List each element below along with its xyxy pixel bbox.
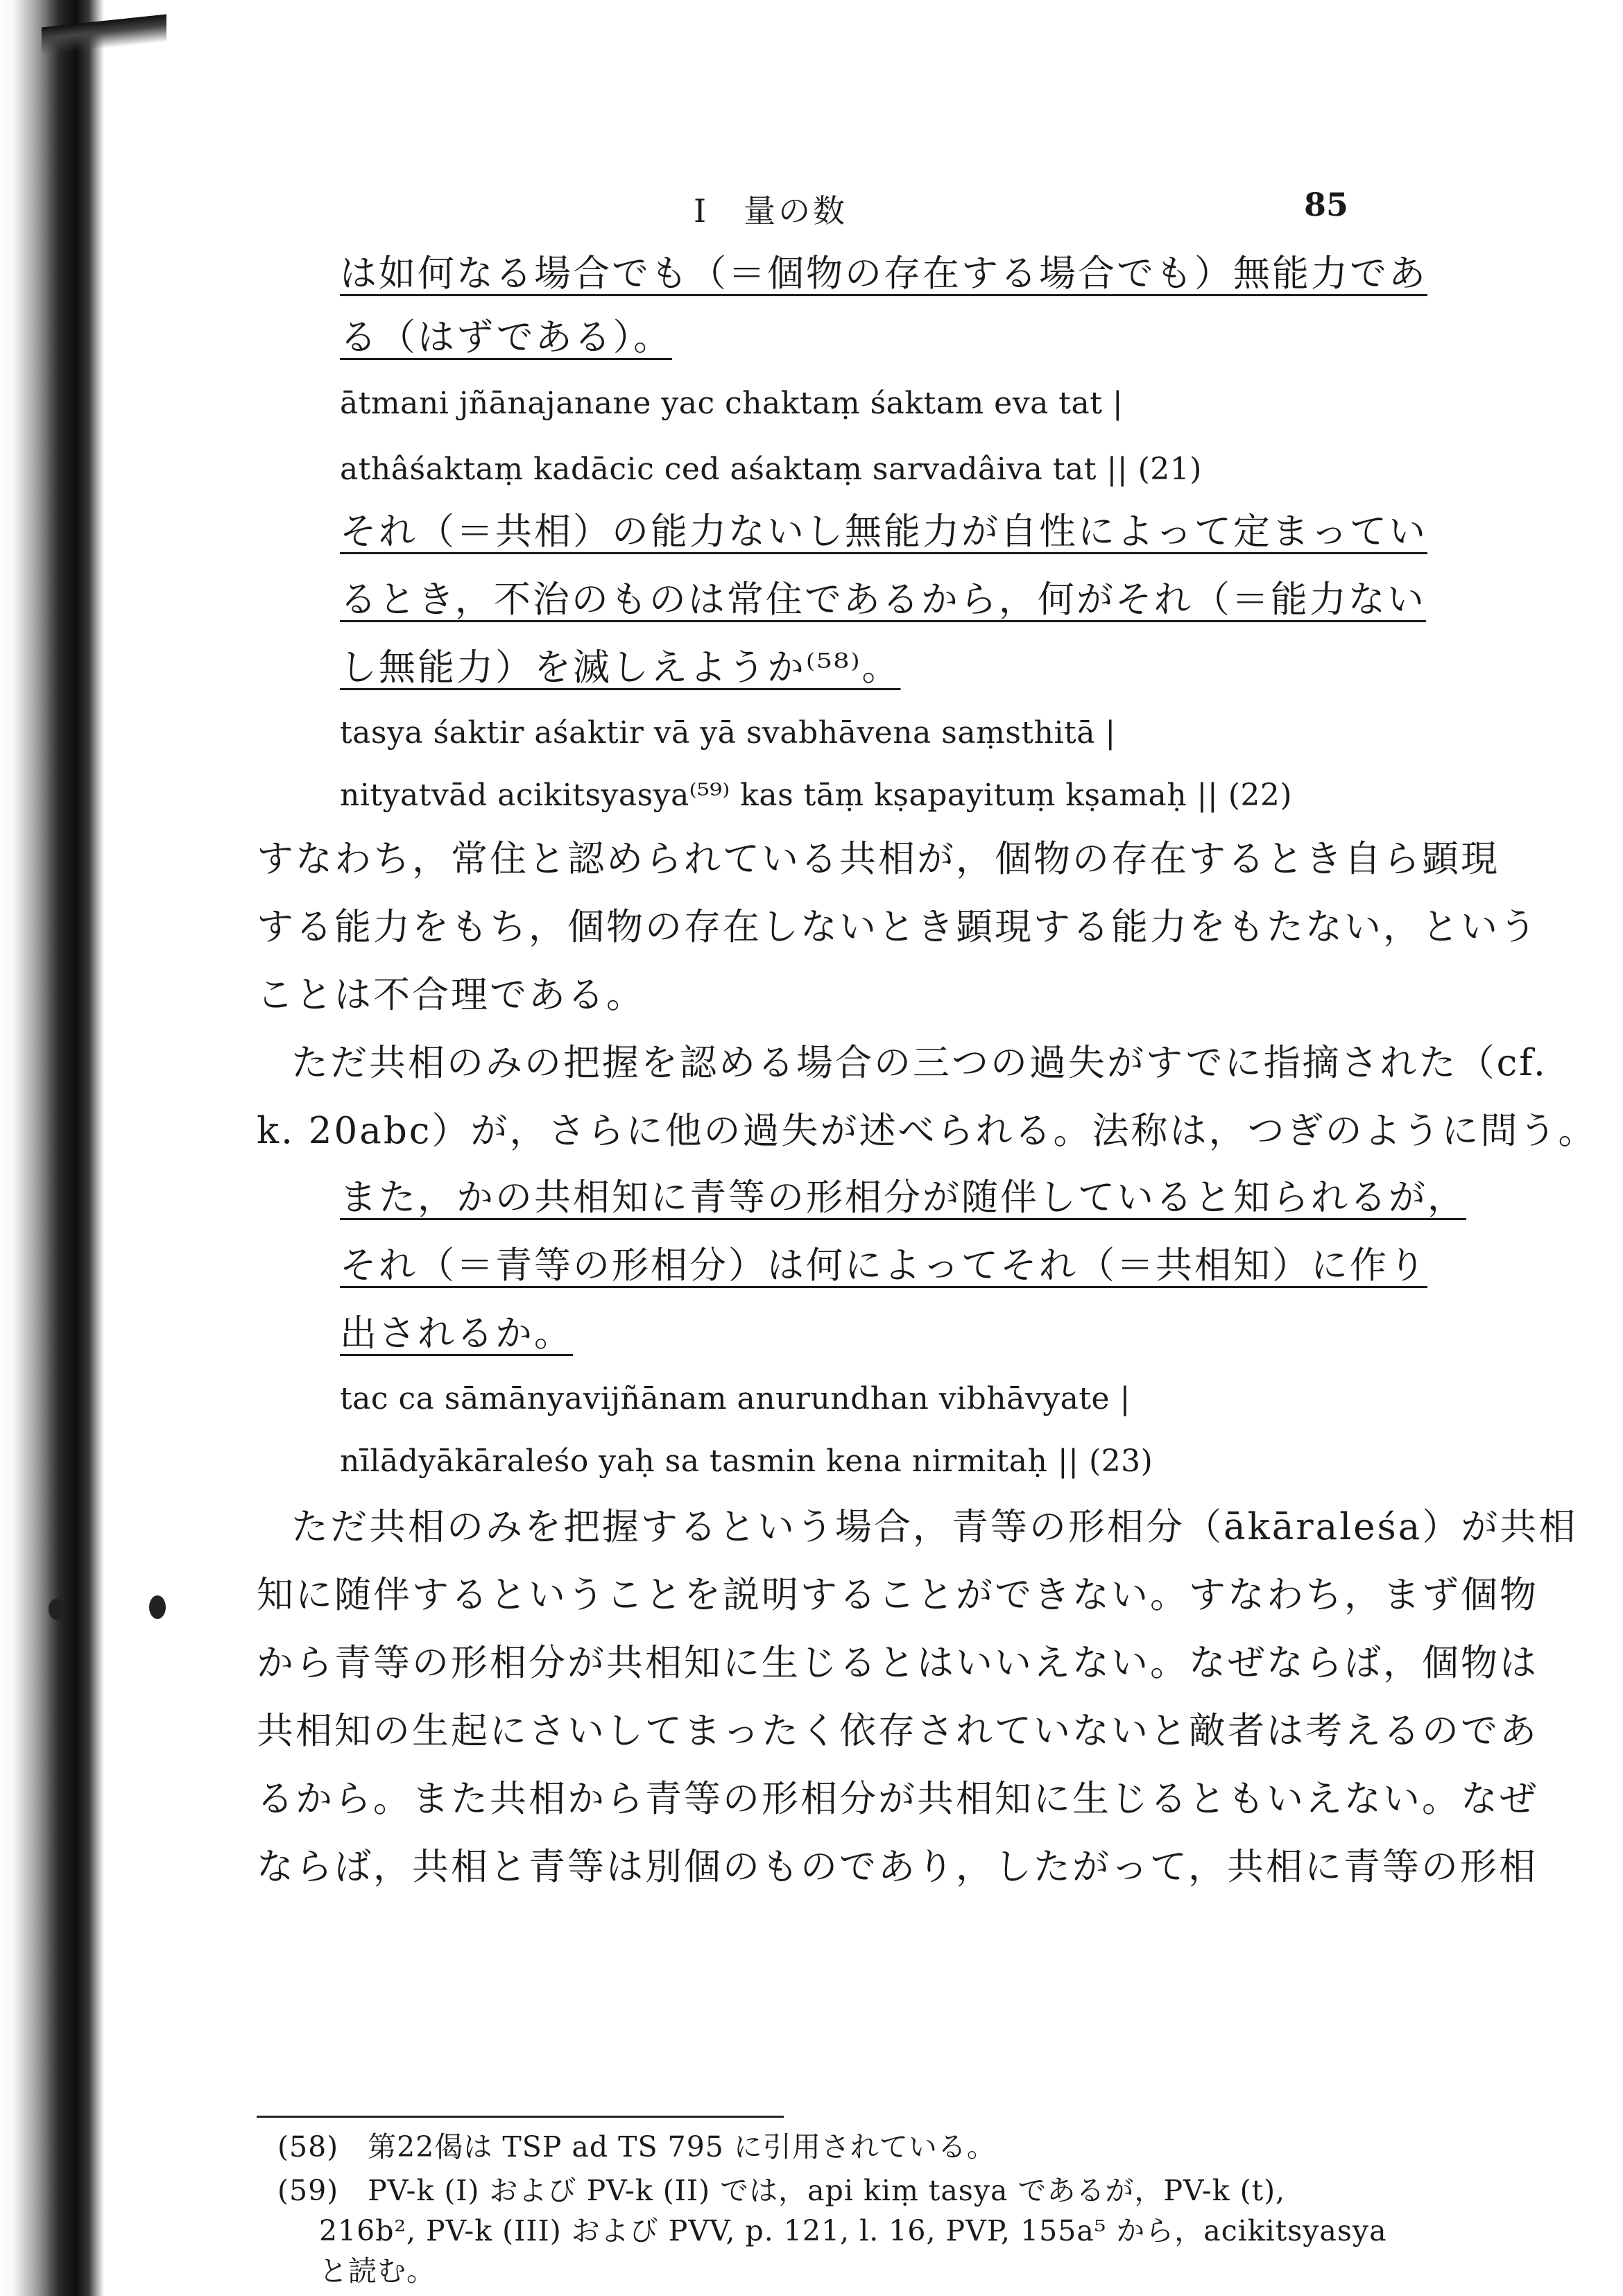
quote-translation-line: る（はずである）。 [340,316,673,359]
sanskrit-verse-line: nityatvād acikitsyasya⁽⁵⁹⁾ kas tāṃ kṣapayituṃ kṣamaḥ || (22) [340,778,1293,813]
sanskrit-verse-line: ātmani jñānajanane yac chaktaṃ śaktam eva tat | [340,386,1124,421]
scan-mark [49,1599,64,1620]
body-text-line: 知に随伴するということを説明することができない。すなわち，まず個物 [257,1574,1538,1616]
body-text-line: 共相知の生起にさいしてまったく依存されていないと敵者は考えるのであ [257,1710,1538,1752]
footnote-59-continuation: 216b², PV-k (III) および PVV, p. 121, l. 16, PVP, 155a⁵ から，acikitsyasya [319,2214,1387,2247]
quote-translation-line: それ（＝共相）の能力ないし無能力が自性によって定まってい [340,511,1427,553]
running-title: I 量の数 [694,192,848,230]
footnote-59: (59) PV-k (I) および PV-k (II) では，api kiṃ tasya であるが，PV-k (t), [277,2174,1286,2207]
page-header [0,186,1623,228]
body-text-line: るから。また共相から青等の形相分が共相知に生じるともいえない。なぜ [257,1778,1538,1820]
scan-binding-shadow [0,0,104,2296]
quote-translation-line: また，かの共相知に青等の形相分が随伴していると知られるが， [340,1176,1466,1219]
quote-translation-line: し無能力）を滅しえようか⁽⁵⁸⁾。 [340,646,901,689]
scan-mark [149,1595,166,1619]
quote-translation-line: は如何なる場合でも（＝個物の存在する場合でも）無能力であ [340,252,1427,295]
body-text-line: ただ共相のみの把握を認める場合の三つの過失がすでに指摘された（cf. [291,1042,1547,1084]
page-number: 85 [1304,186,1349,223]
sanskrit-verse-line: tac ca sāmānyavijñānam anurundhan vibhāvyate | [340,1381,1131,1416]
sanskrit-verse-line: nīlādyākāraleśo yaḥ sa tasmin kena nirmitaḥ || (23) [340,1443,1153,1479]
quote-translation-line: るとき，不治のものは常住であるから，何がそれ（＝能力ない [340,579,1426,621]
body-text-line: ならば，共相と青等は別個のものであり，したがって，共相に青等の形相 [257,1846,1538,1888]
body-text-line: から青等の形相分が共相知に生じるとはいいえない。なぜならば，個物は [257,1642,1538,1684]
body-text-line: する能力をもち，個物の存在しないとき顕現する能力をもたない，という [257,906,1538,948]
footnote-59-continuation: と読む。 [319,2254,436,2288]
body-text-line: k. 20abc）が，さらに他の過失が述べられる。法称は，つぎのように問う。 [257,1110,1597,1152]
quote-translation-line: それ（＝青等の形相分）は何によってそれ（＝共相知）に作り [340,1244,1427,1287]
quote-translation-line: 出されるか。 [340,1312,573,1355]
body-text-line: ことは不合理である。 [257,974,645,1016]
footnote-separator [257,2116,784,2118]
sanskrit-verse-line: tasya śaktir aśaktir vā yā svabhāvena saṃsthitā | [340,715,1116,751]
body-text-line: すなわち，常住と認められている共相が，個物の存在するとき自ら顕現 [257,838,1500,880]
footnote-58: (58) 第22偈は TSP ad TS 795 に引用されている。 [277,2130,996,2164]
body-text-line: ただ共相のみを把握するという場合，青等の形相分（ākāraleśa）が共相 [291,1506,1578,1548]
sanskrit-verse-line: athâśaktaṃ kadācic ced aśaktaṃ sarvadâiva tat || (21) [340,452,1202,487]
